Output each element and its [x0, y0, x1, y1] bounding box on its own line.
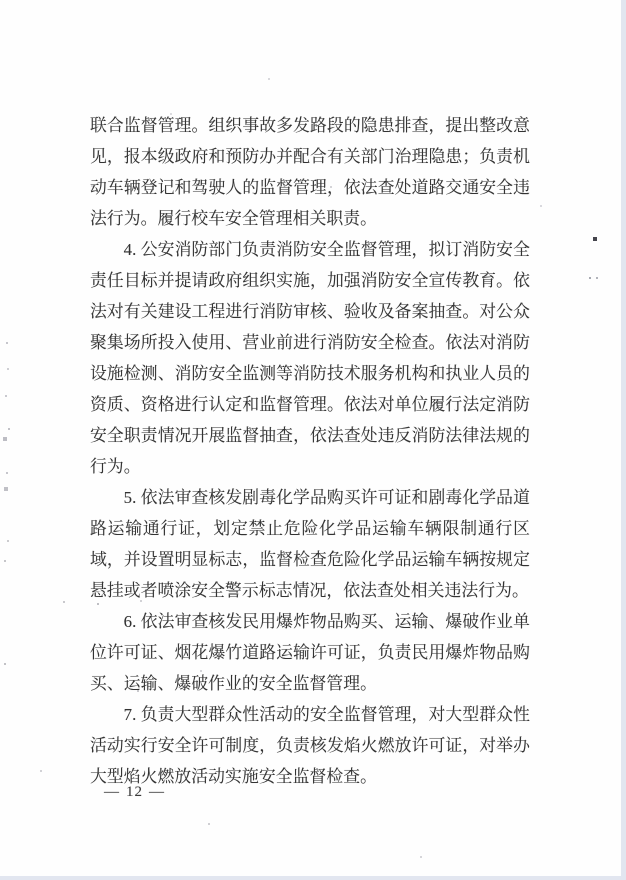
- page-number-value: 12: [126, 784, 143, 800]
- paragraph-item-7: 7. 负责大型群众性活动的安全监督管理，对大型群众性活动实行安全许可制度，负责核发焰火燃放许可证，对举办大型焰火燃放活动实施安全监督检查。: [90, 705, 530, 786]
- paragraph-item-6: 6. 依法审查核发民用爆炸物品购买、运输、爆破作业单位许可证、烟花爆竹道路运输许可证，负责民用爆炸物品购买、运输、爆破作业的安全监督管理。: [90, 612, 530, 693]
- paragraph-item-5: 5. 依法审查核发剧毒化学品购买许可证和剧毒化学品道路运输通行证，划定禁止危险化学品运输车辆限制通行区域，并设置明显标志，监督检查危险化学品运输车辆按规定悬挂或者喷涂安全警示标志情况，依法查处相关违法行为。: [90, 488, 530, 600]
- scan-noise-speckles: [0, 0, 2, 2]
- paragraph-continuation: 联合监督管理。组织事故多发路段的隐患排查，提出整改意见，报本级政府和预防办并配合有关部门治理隐患；负责机动车辆登记和驾驶人的监督管理，依法查处道路交通安全违法行为。履行校车安全管理相关职责。: [90, 116, 530, 228]
- scanner-edge-right: [621, 0, 626, 880]
- page-number: [98, 784, 171, 801]
- scanner-edge-bottom: [0, 876, 626, 880]
- page-number-right-dash: —: [149, 784, 165, 800]
- page-number-left-dash: —: [104, 784, 120, 800]
- paragraph-item-4: 4. 公安消防部门负责消防安全监督管理，拟订消防安全责任目标并提请政府组织实施，加强消防安全宣传教育。依法对有关建设工程进行消防审核、验收及备案抽查。对公众聚集场所投入使用、营业前进行消防安全检查。依法对消防设施检测、消防安全监测等消防技术服务机构和执业人员的资质、资格进行认定和监督管理。依法对单位履行法定消防安全职责情况开展监督抽查，依法查处违反消防法律法规的行为。: [90, 240, 530, 476]
- document-body: [90, 110, 530, 792]
